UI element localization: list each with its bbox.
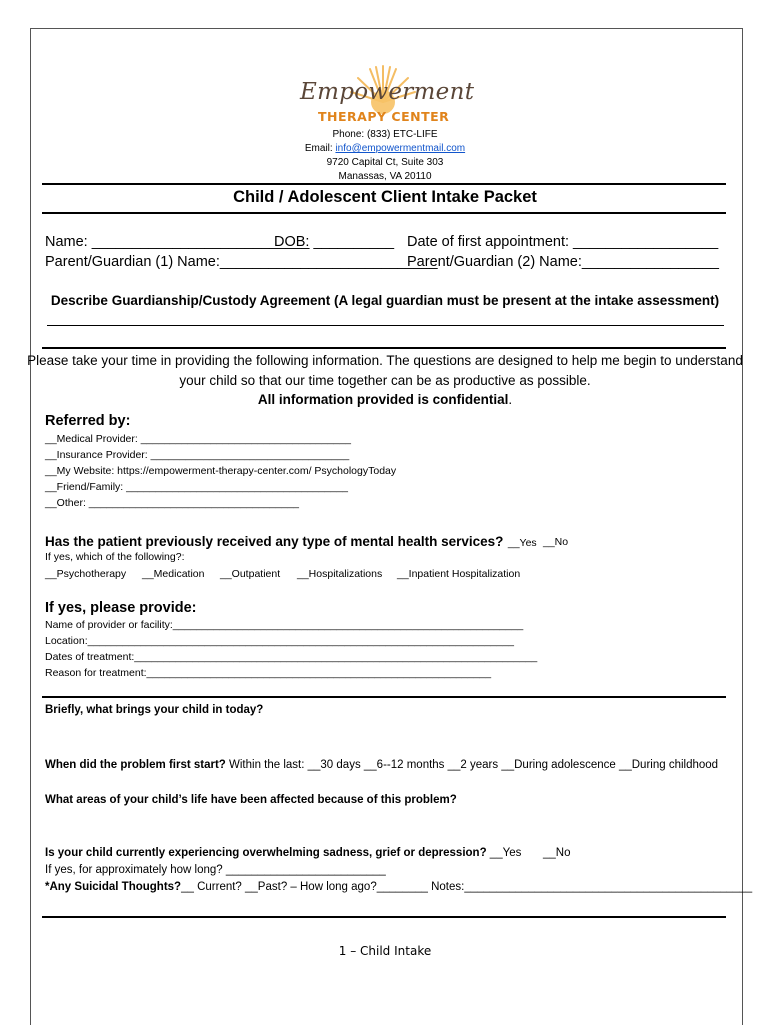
how-long-field[interactable]: If yes, for approximately how long? _________________________ (45, 864, 386, 876)
period: . (508, 392, 513, 407)
referral-option[interactable]: __Insurance Provider: __________________________________ (45, 449, 350, 461)
question-text: Has the patient previously received any type of mental health services? (45, 534, 504, 549)
email-label: Email: (304, 143, 336, 154)
company-logo (298, 64, 475, 128)
sadness-question-label: Is your child currently experiencing overwhelming sadness, grief or depression? (45, 847, 487, 859)
intro-line-1: Please take your time in providing the following information. The questions are designed to help me begin to understand (27, 353, 743, 368)
start-question-label: When did the problem first start? (45, 759, 226, 771)
no-option[interactable]: __No (543, 536, 569, 548)
suicidal-question (45, 881, 752, 893)
divider (42, 347, 726, 349)
provider-field[interactable]: Name of provider or facility:____________________________________________________________ (45, 619, 524, 631)
sadness-yes-option[interactable]: __Yes (486, 847, 522, 859)
start-question (45, 759, 718, 771)
referral-option[interactable]: __Other: ____________________________________ (45, 497, 299, 509)
divider (42, 212, 726, 214)
sadness-no-option[interactable]: __No (543, 847, 571, 859)
divider (42, 916, 726, 918)
service-option[interactable]: __Psychotherapy (45, 568, 127, 580)
divider (42, 696, 726, 698)
reason-field[interactable]: Reason for treatment:___________________________________________________________ (45, 667, 492, 679)
areas-question: What areas of your child’s life have been affected because of this problem? (45, 794, 457, 806)
guardian-2-field[interactable]: Parent/Guardian (2) Name:_________________ (407, 254, 719, 270)
email-line (0, 143, 770, 154)
service-option[interactable]: __Inpatient Hospitalization (397, 568, 521, 580)
address-line-1: 9720 Capital Ct, Suite 303 (326, 157, 444, 168)
custody-heading: Describe Guardianship/Custody Agreement (A legal guardian must be present at the intake assessment) (50, 293, 720, 308)
service-option[interactable]: __Outpatient (220, 568, 281, 580)
phone: Phone: (833) ETC-LIFE (332, 129, 438, 140)
yes-option[interactable]: __Yes (507, 537, 537, 549)
dob-field[interactable]: DOB: __________ (274, 234, 395, 250)
location-field[interactable]: Location:_________________________________________________________________________ (45, 635, 514, 647)
confidential-note (0, 392, 770, 407)
intro-line-2: your child so that our time together can be as productive as possible. (179, 373, 591, 388)
service-option[interactable]: __Hospitalizations (297, 568, 383, 580)
guardian-1-field[interactable]: Parent/Guardian (1) Name:___________________________ (45, 254, 438, 270)
page-title: Child / Adolescent Client Intake Packet (233, 188, 537, 206)
page-footer: 1 – Child Intake (338, 944, 432, 958)
referred-heading: Referred by: (45, 413, 131, 429)
divider (42, 183, 726, 185)
service-option[interactable]: __Medication (142, 568, 205, 580)
mental-health-question (45, 533, 537, 551)
provider-heading: If yes, please provide: (45, 600, 197, 616)
which-services-label: If yes, which of the following?: (45, 551, 185, 563)
referral-option[interactable]: __My Website: https://empowerment-therapy-center.com/ PsychologyToday (45, 465, 397, 477)
first-appointment-field[interactable]: Date of first appointment: __________________ (407, 234, 719, 250)
start-options[interactable]: Within the last: __30 days __6--12 months __2 years __During adolescence __During childhood (225, 759, 719, 771)
address-line-2: Manassas, VA 20110 (338, 171, 432, 182)
referral-option[interactable]: __Friend/Family: ______________________________________ (45, 481, 349, 493)
dates-field[interactable]: Dates of treatment:_____________________________________________________________________ (45, 651, 538, 663)
brings-question: Briefly, what brings your child in today? (45, 704, 264, 716)
referral-option[interactable]: __Medical Provider: ____________________________________ (45, 433, 351, 445)
confidential-text: All information provided is confidential (257, 392, 509, 407)
sadness-question (45, 847, 521, 859)
suicidal-options[interactable]: __ Current? __Past? – How long ago?________ Notes:_____________________________________________ (181, 881, 753, 893)
logo-subtitle: THERAPY CENTER (318, 109, 450, 124)
custody-answer-line[interactable] (47, 325, 724, 326)
logo-wordmark: Empowerment (300, 79, 475, 105)
email-link[interactable]: info@empowermentmail.com (335, 143, 466, 154)
suicidal-label: *Any Suicidal Thoughts? (45, 881, 182, 893)
name-field[interactable]: Name: ___________________________ (45, 234, 310, 250)
